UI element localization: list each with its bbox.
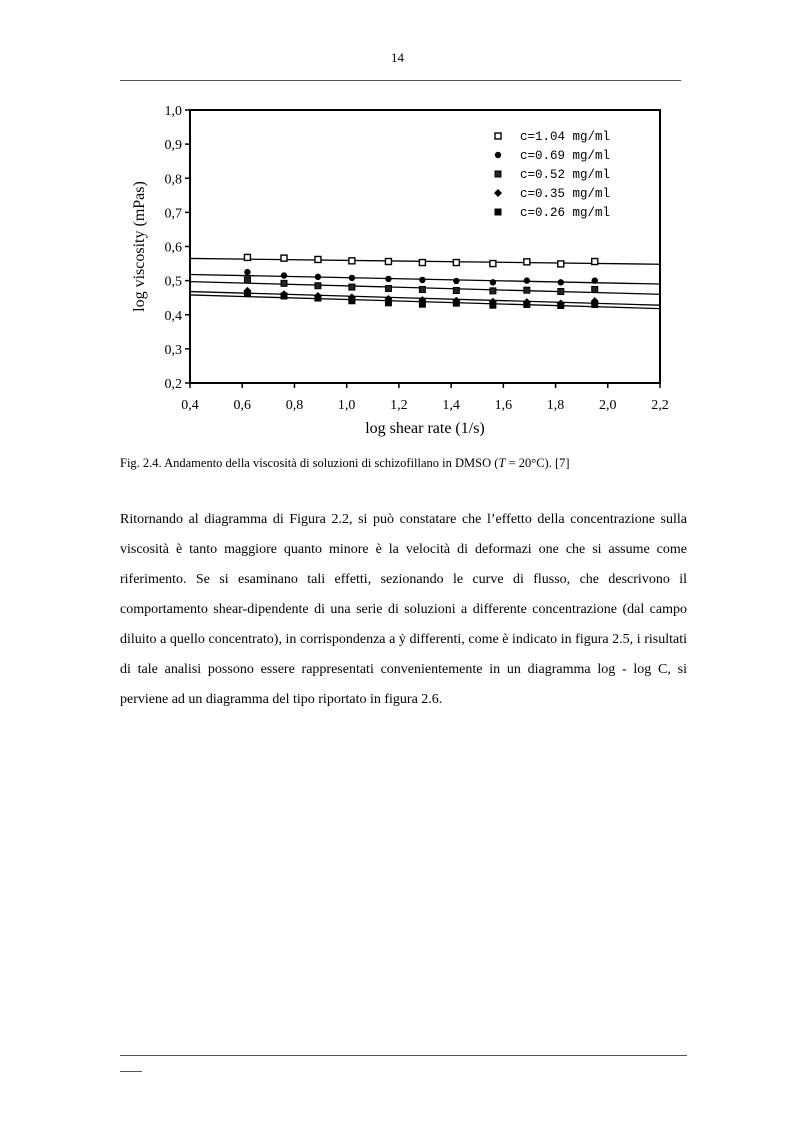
data-point-s3 — [281, 280, 287, 286]
y-tick-label: 0,2 — [164, 377, 182, 392]
header-rule — [120, 80, 681, 81]
viscosity-chart — [120, 95, 700, 440]
footer-rule-stub — [120, 1071, 142, 1072]
data-point-s2 — [490, 279, 496, 285]
data-point-s2 — [315, 274, 321, 280]
data-point-s5 — [385, 299, 392, 306]
x-tick-label: 1,2 — [390, 398, 408, 413]
data-point-s1 — [315, 256, 321, 262]
data-point-s2 — [385, 276, 391, 282]
data-point-s1 — [419, 260, 425, 266]
footer-rule — [120, 1055, 687, 1056]
caption-italic: T — [498, 456, 506, 470]
data-point-s5 — [453, 300, 460, 307]
x-tick-label: 1,0 — [337, 398, 356, 413]
page-number: 14 — [391, 50, 404, 65]
data-point-s3 — [244, 277, 250, 283]
y-tick-label: 0,7 — [164, 206, 182, 222]
data-point-s2 — [419, 277, 425, 283]
legend-marker-3 — [495, 171, 501, 177]
data-point-s5 — [557, 302, 564, 309]
caption-text-b: = 20°C). [7] — [505, 456, 570, 470]
x-tick-label: 1,6 — [494, 398, 513, 413]
data-point-s3 — [453, 288, 459, 294]
data-point-s5 — [489, 302, 496, 309]
data-point-s2 — [558, 279, 564, 285]
data-point-s1 — [490, 261, 496, 267]
x-tick-label: 0,8 — [285, 398, 304, 413]
data-point-s3 — [419, 286, 425, 292]
data-point-s5 — [591, 301, 598, 308]
x-tick-label: 2,0 — [599, 398, 617, 413]
x-tick-label: 1,4 — [442, 398, 460, 413]
legend-marker-2 — [495, 152, 501, 158]
legend-entry-1: c=1.04 mg/ml — [520, 130, 611, 144]
data-point-s3 — [315, 283, 321, 289]
x-tick-label: 0,6 — [233, 398, 251, 413]
legend-entry-3: c=0.52 mg/ml — [520, 168, 611, 182]
data-point-s1 — [281, 255, 287, 261]
legend-marker-1 — [495, 133, 501, 139]
y-tick-label: 0,9 — [164, 138, 182, 154]
x-axis-label: log shear rate (1/s) — [365, 420, 485, 437]
caption-text-a: Fig. 2.4. Andamento della viscosità di soluzioni di schizofillano in DMSO ( — [120, 456, 499, 470]
data-point-s3 — [592, 286, 598, 292]
data-point-s1 — [558, 261, 564, 267]
data-point-s3 — [558, 289, 564, 295]
data-point-s5 — [281, 292, 288, 299]
x-tick-label: 1,8 — [546, 398, 565, 413]
data-point-s1 — [453, 260, 459, 266]
data-point-s2 — [349, 275, 355, 281]
data-point-s5 — [314, 295, 321, 302]
y-tick-label: 0,5 — [164, 274, 182, 290]
x-tick-label: 2,2 — [651, 398, 669, 413]
data-point-s5 — [348, 297, 355, 304]
data-point-s2 — [281, 272, 287, 278]
data-point-s3 — [524, 287, 530, 293]
figure-caption — [120, 456, 570, 471]
data-point-s2 — [453, 278, 459, 284]
data-point-s2 — [592, 277, 598, 283]
legend-entry-4: c=0.35 mg/ml — [520, 187, 611, 201]
y-tick-label: 1,0 — [164, 104, 182, 119]
data-point-s3 — [490, 288, 496, 294]
data-point-s1 — [385, 259, 391, 265]
legend-entry-2: c=0.69 mg/ml — [520, 149, 611, 163]
data-point-s2 — [244, 269, 250, 275]
data-point-s3 — [349, 284, 355, 290]
legend-marker-4 — [494, 189, 502, 197]
data-point-s1 — [592, 259, 598, 265]
legend-marker-5 — [495, 209, 502, 216]
body-paragraph: Ritornando al diagramma di Figura 2.2, si può constatare che l’effetto della concentrazione sulla viscosità è tanto maggiore quanto minore è la velocità di deformazi one che si assume come riferimento. Se si esaminano tali effetti, sezionando le curve di flusso, che descrivono il comportamento shear-dipendente di una serie di soluzioni a differente concentrazione (dal campo diluito a quello concentrato), in corrispondenza a ẏ differenti, come è indicato in figura 2.5, i risultati di tale analisi possono essere rappresentati convenientemente in un diagramma log - log C, si perviene ad un diagramma del tipo riportato in figura 2.6. — [120, 512, 687, 707]
y-tick-label: 0,3 — [164, 342, 182, 358]
data-point-s2 — [524, 277, 530, 283]
data-point-s5 — [523, 301, 530, 308]
data-point-s1 — [244, 254, 250, 260]
data-point-s1 — [349, 258, 355, 264]
y-tick-label: 0,8 — [164, 172, 182, 188]
y-tick-label: 0,6 — [164, 240, 182, 256]
data-point-s1 — [524, 259, 530, 265]
data-point-s5 — [419, 301, 426, 308]
y-axis-label: log viscosity (mPas) — [131, 181, 148, 312]
data-point-s5 — [244, 290, 251, 297]
y-tick-label: 0,4 — [164, 308, 182, 324]
legend-entry-5: c=0.26 mg/ml — [520, 206, 611, 220]
data-point-s3 — [385, 285, 391, 291]
x-tick-label: 0,4 — [181, 398, 199, 413]
